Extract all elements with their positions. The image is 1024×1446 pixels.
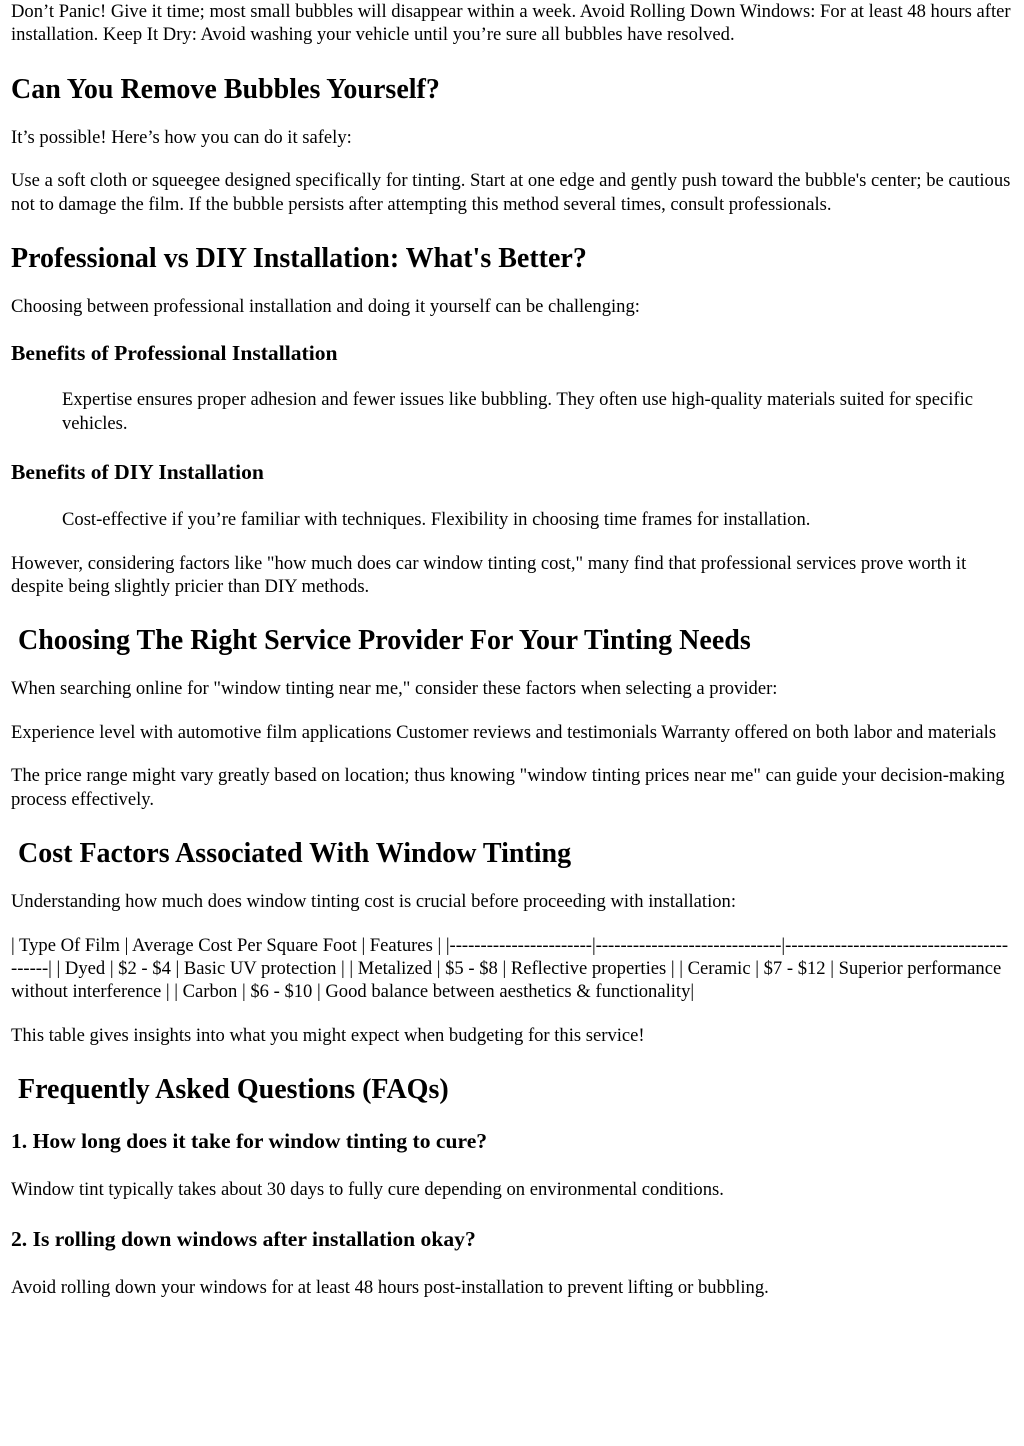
intro-paragraph: Don’t Panic! Give it time; most small bubbles will disappear within a week. Avoid Rolling Down Windows: For at least 48 hours after installation. Keep It Dry: Avoid washing your vehicle until you’re sure all bubbles have resolved. — [11, 1, 1011, 46]
diy-benefits-quote — [62, 508, 1013, 531]
provider-factors-paragraph: Experience level with automotive film applications Customer reviews and testimonials Warranty offered on both labor and materials — [11, 721, 997, 743]
faq-answer-1: Window tint typically takes about 30 days to fully cure depending on environmental conditions. — [11, 1179, 724, 1201]
provider-price-paragraph: The price range might vary greatly based on location; thus knowing "window tinting prices near me" can guide your decision-making process effectively. — [11, 765, 1005, 810]
pro-diy-conclusion-paragraph: However, considering factors like "how much does car window tinting cost," many find that professional services prove worth it despite being slightly pricier than DIY methods. — [11, 552, 967, 598]
heading-remove-bubbles: Can You Remove Bubbles Yourself? — [11, 73, 440, 105]
heading-diy-benefits: Benefits of DIY Installation — [11, 460, 264, 485]
remove-intro-paragraph: It’s possible! Here’s how you can do it safely: — [11, 126, 352, 148]
heading-faq: Frequently Asked Questions (FAQs) — [11, 1074, 449, 1106]
heading-service-provider: Choosing The Right Service Provider For Your Tinting Needs — [11, 625, 751, 657]
pro-benefits-quote — [62, 388, 1013, 435]
heading-pro-benefits: Benefits of Professional Installation — [11, 341, 338, 366]
pro-diy-intro-paragraph: Choosing between professional installation and doing it yourself can be challenging: — [11, 296, 640, 318]
diy-benefits-text: Cost-effective if you’re familiar with techniques. Flexibility in choosing time frames for installation. — [62, 509, 811, 531]
heading-pro-vs-diy: Professional vs DIY Installation: What's Better? — [11, 243, 587, 275]
faq-question-1: 1. How long does it take for window tinting to cure? — [11, 1129, 488, 1154]
provider-intro-paragraph: When searching online for "window tinting near me," consider these factors when selecting a provider: — [11, 678, 778, 700]
faq-answer-2: Avoid rolling down your windows for at least 48 hours post-installation to prevent lifting or bubbling. — [11, 1276, 769, 1298]
cost-outro-paragraph: This table gives insights into what you might expect when budgeting for this service! — [11, 1024, 645, 1046]
heading-cost-factors: Cost Factors Associated With Window Tinting — [11, 838, 572, 870]
pro-benefits-text: Expertise ensures proper adhesion and fewer issues like bubbling. They often use high-quality materials suited for specific vehicles. — [62, 389, 974, 434]
cost-intro-paragraph: Understanding how much does window tinting cost is crucial before proceeding with installation: — [11, 891, 737, 913]
faq-question-2: 2. Is rolling down windows after installation okay? — [11, 1226, 476, 1251]
remove-method-paragraph: Use a soft cloth or squeegee designed specifically for tinting. Start at one edge and gently push toward the bubble's center; be cautious not to damage the film. If the bubble persists after attempting this method several times, consult professionals. — [11, 170, 1011, 215]
cost-table-text: | Type Of Film | Average Cost Per Square Foot | Features | |-----------------------|------------------------------|------------------------------------------| | Dyed | $2 - $4 | Basic UV protection | | Metalized | $5 - $8 | Reflective properties | | Ceramic | $7 - $12 | Superior performance without interference | | Carbon | $6 - $10 | Good balance between aesthetics & functionality| — [11, 934, 1009, 1003]
